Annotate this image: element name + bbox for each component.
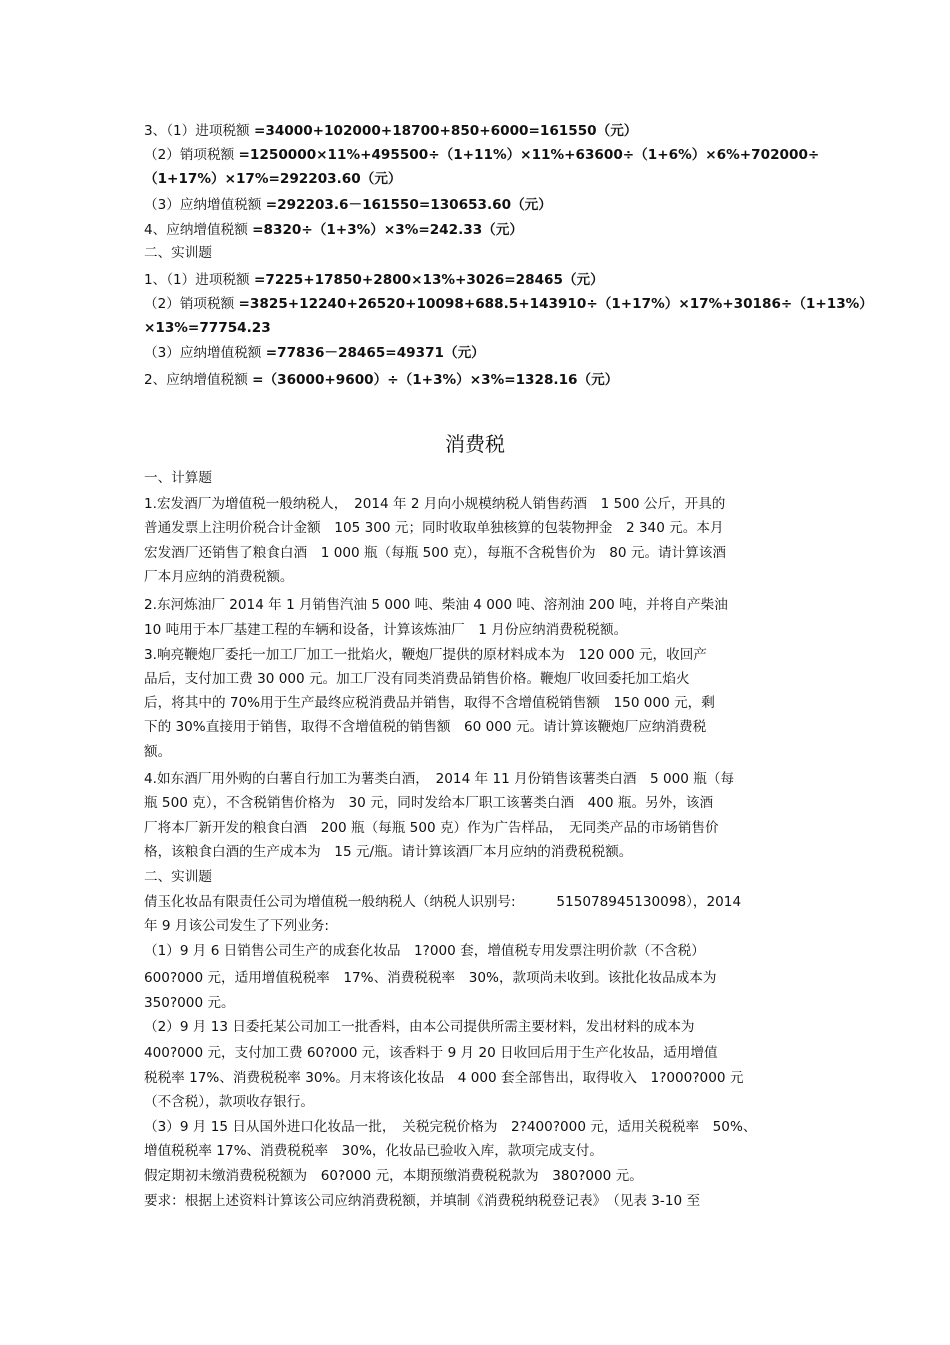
text-line: 后，将其中的 70%用于生产最终应税消费品并销售，取得不含增值税销售额 150 000 元，剩	[144, 695, 715, 711]
answer-line: （3）应纳增值税额 =292203.6－161550=130653.60（元）	[144, 197, 552, 213]
text-line: 要求：根据上述资料计算该公司应纳消费税额，并填制《消费税纳税登记表》 （见表 3-10 至	[144, 1193, 701, 1209]
text-line: 10 吨用于本厂基建工程的车辆和设备，计算该炼油厂 1 月份应纳消费税税额。	[144, 622, 628, 638]
text-line: 400?000 元，支付加工费 60?000 元，该香料于 9 月 20 日收回后用于生产化妆品，适用增值	[144, 1045, 718, 1061]
text-line: 宏发酒厂还销售了粮食白酒 1 000 瓶（每瓶 500 克），每瓶不含税售价为 80 元。请计算该酒	[144, 545, 727, 561]
text-line: 品后，支付加工费 30 000 元。加工厂没有同类消费品销售价格。鞭炮厂收回委托加工焰火	[144, 671, 690, 687]
answer-line: （2）销项税额 =1250000×11%+495500÷（1+11%）×11%+63600÷（1+6%）×6%+702000÷	[144, 147, 820, 163]
text-line: （2）9 月 13 日委托某公司加工一批香料，由本公司提供所需主要材料，发出材料的成本为	[144, 1019, 695, 1035]
text-line: 瓶 500 克），不含税销售价格为 30 元，同时发给本厂职工该薯类白酒 400 瓶。另外，该酒	[144, 795, 714, 811]
section-heading: 一、计算题	[144, 470, 212, 486]
text-line: 额。	[144, 744, 172, 760]
text-line: （不含税），款项收存银行。	[144, 1094, 314, 1110]
text-line: 倩玉化妆品有限责任公司为增值税一般纳税人（纳税人识别号: 515078945130098），2014	[144, 894, 742, 910]
answer-line: 1、（1）进项税额 =7225+17850+2800×13%+3026=28465（元）	[144, 272, 604, 288]
text-line: 假定期初未缴消费税税额为 60?000 元，本期预缴消费税税款为 380?000 元。	[144, 1168, 643, 1184]
text-line: 增值税税率 17%、消费税税率 30%，化妆品已验收入库，款项完成支付。	[144, 1143, 603, 1159]
answer-line: （1+17%）×17%=292203.60（元）	[144, 171, 402, 187]
answer-line: （3）应纳增值税额 =77836－28465=49371（元）	[144, 345, 485, 361]
section-heading: 二、实训题	[144, 245, 212, 261]
text-line: 厂本月应纳的消费税额。	[144, 569, 294, 585]
answer-line: （2）销项税额 =3825+12240+26520+10098+688.5+143910÷（1+17%）×17%+30186÷（1+13%）	[144, 296, 873, 312]
text-line: 3.响亮鞭炮厂委托一加工厂加工一批焰火，鞭炮厂提供的原材料成本为 120 000 元，收回产	[144, 647, 707, 663]
text-line: 税税率 17%、消费税税率 30%。月末将该化妆品 4 000 套全部售出，取得收入 1?000?000 元	[144, 1070, 744, 1086]
text-line: 2.东河炼油厂 2014 年 1 月销售汽油 5 000 吨、柴油 4 000 吨、溶剂油 200 吨，并将自产柴油	[144, 597, 728, 613]
text-line: 年 9 月该公司发生了下列业务:	[144, 918, 329, 934]
answer-line: 4、应纳增值税额 =8320÷（1+3%）×3%=242.33（元）	[144, 222, 523, 238]
answer-line: ×13%=77754.23	[144, 320, 271, 336]
text-line: 1.宏发酒厂为增值税一般纳税人， 2014 年 2 月向小规模纳税人销售药酒 1 500 公斤，开具的	[144, 496, 726, 512]
section-heading: 二、实训题	[144, 869, 212, 885]
text-line: 格，该粮食白酒的生产成本为 15 元/瓶。请计算该酒厂本月应纳的消费税税额。	[144, 844, 633, 860]
page-title: 消费税	[445, 432, 505, 456]
text-line: 600?000 元，适用增值税税率 17%、消费税税率 30%，款项尚未收到。该批化妆品成本为	[144, 970, 717, 986]
text-line: 350?000 元。	[144, 995, 235, 1011]
text-line: 下的 30%直接用于销售，取得不含增值税的销售额 60 000 元。请计算该鞭炮厂应纳消费税	[144, 719, 707, 735]
answer-line: 2、应纳增值税额 =（36000+9600）÷（1+3%）×3%=1328.16（元）	[144, 372, 619, 388]
answer-line: 3、（1）进项税额 =34000+102000+18700+850+6000=161550（元）	[144, 123, 638, 139]
text-line: 4.如东酒厂用外购的白薯自行加工为薯类白酒， 2014 年 11 月份销售该薯类白酒 5 000 瓶（每	[144, 771, 735, 787]
text-line: （1）9 月 6 日销售公司生产的成套化妆品 1?000 套，增值税专用发票注明价款（不含税）	[144, 943, 705, 959]
text-line: 厂将本厂新开发的粮食白酒 200 瓶（每瓶 500 克）作为广告样品， 无同类产品的市场销售价	[144, 820, 719, 836]
text-line: 普通发票上注明价税合计金额 105 300 元；同时收取单独核算的包装物押金 2 340 元。本月	[144, 520, 724, 536]
text-line: （3）9 月 15 日从国外进口化妆品一批， 关税完税价格为 2?400?000 元，适用关税税率 50%、	[144, 1119, 757, 1135]
